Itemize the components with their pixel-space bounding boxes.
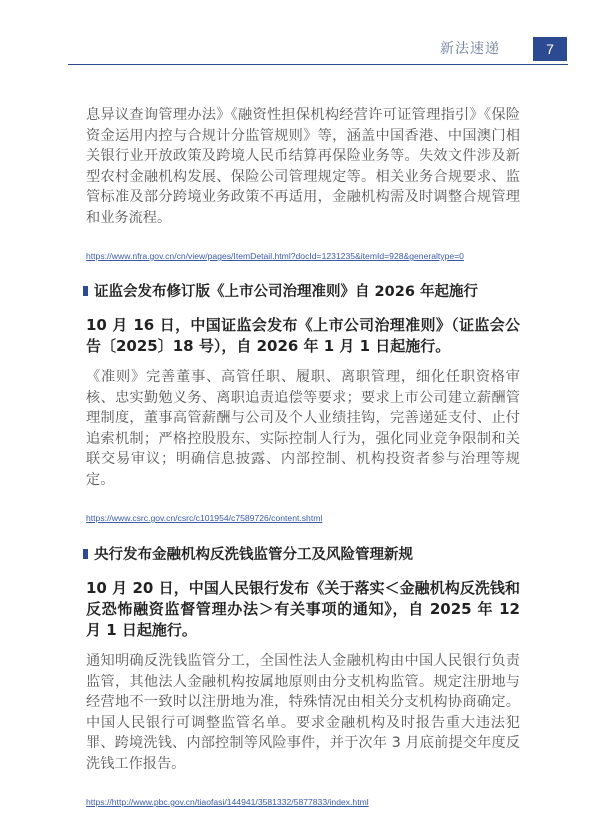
section-bullet-icon — [83, 286, 88, 296]
intro-paragraph: 息异议查询管理办法》《融资性担保机构经营许可证管理指引》《保险资金运用内控与合规计分监管规则》等，涵盖中国香港、中国澳门相关银行业开放政策及跨境人民币结算再保险业务等。失效文件涉及新型农村金融机构发展、保险公司管理规定等。相关业务合规要求、监管标准及部分跨境业务政策不再适用，金融机构需及时调整合规管理和业务流程。 — [86, 107, 520, 226]
section-bullet-icon — [83, 549, 88, 559]
intro-source-link[interactable]: https://www.nfra.gov.cn/cn/view/pages/ItemDetail.html?docId=1231235&itemId=928&generaltype=0 — [86, 251, 464, 261]
section-1-lead: 10 月 16 日，中国证监会发布《上市公司治理准则》（证监会公告〔2025〕18 号），自 2026 年 1 月 1 日起施行。 — [86, 316, 520, 355]
section-2-lead: 10 月 20 日，中国人民银行发布《关于落实＜金融机构反洗钱和反恐怖融资监督管理办法＞有关事项的通知》，自 2025 年 12 月 1 日起施行。 — [86, 579, 520, 639]
section-1-body: 《准则》完善董事、高管任职、履职、离职管理，细化任职资格审核、忠实勤勉义务、离职追责追偿等要求；要求上市公司建立薪酬管理制度，董事高管薪酬与公司及个人业绩挂钩，完善递延支付、止付追索机制；严格控股股东、实际控制人行为，强化同业竞争限制和关联交易审议；明确信息披露、内部控制、机构投资者参与治理等规定。 — [86, 369, 520, 488]
section-1-title — [86, 280, 520, 301]
article-content — [86, 105, 520, 809]
header-divider — [68, 64, 568, 65]
section-2-body: 通知明确反洗钱监管分工，全国性法人金融机构由中国人民银行负责监管，其他法人金融机构按属地原则由分支机构监管。规定注册地与经营地不一致时以注册地为准，特殊情况由相关分支机构协商确定。中国人民银行可调整监管名单。要求金融机构及时报告重大违法犯罪、跨境洗钱、内部控制等风险事件，并于次年 3 月底前提交年度反洗钱工作报告。 — [86, 653, 520, 772]
section-1-title-text: 证监会发布修订版《上市公司治理准则》自 2026 年起施行 — [94, 284, 478, 300]
section-2-source-link[interactable]: https://http://www.pbc.gov.cn/tiaofasi/144941/3581332/5877833/index.html — [86, 797, 369, 807]
section-2-title — [86, 543, 520, 564]
header-title: 新法速递 — [440, 41, 500, 57]
section-1-source-link[interactable]: https://www.csrc.gov.cn/csrc/c101954/c7589726/content.shtml — [86, 513, 323, 523]
section-2-title-text: 央行发布金融机构反洗钱监管分工及风险管理新规 — [94, 547, 413, 563]
page-number: 7 — [533, 37, 567, 61]
